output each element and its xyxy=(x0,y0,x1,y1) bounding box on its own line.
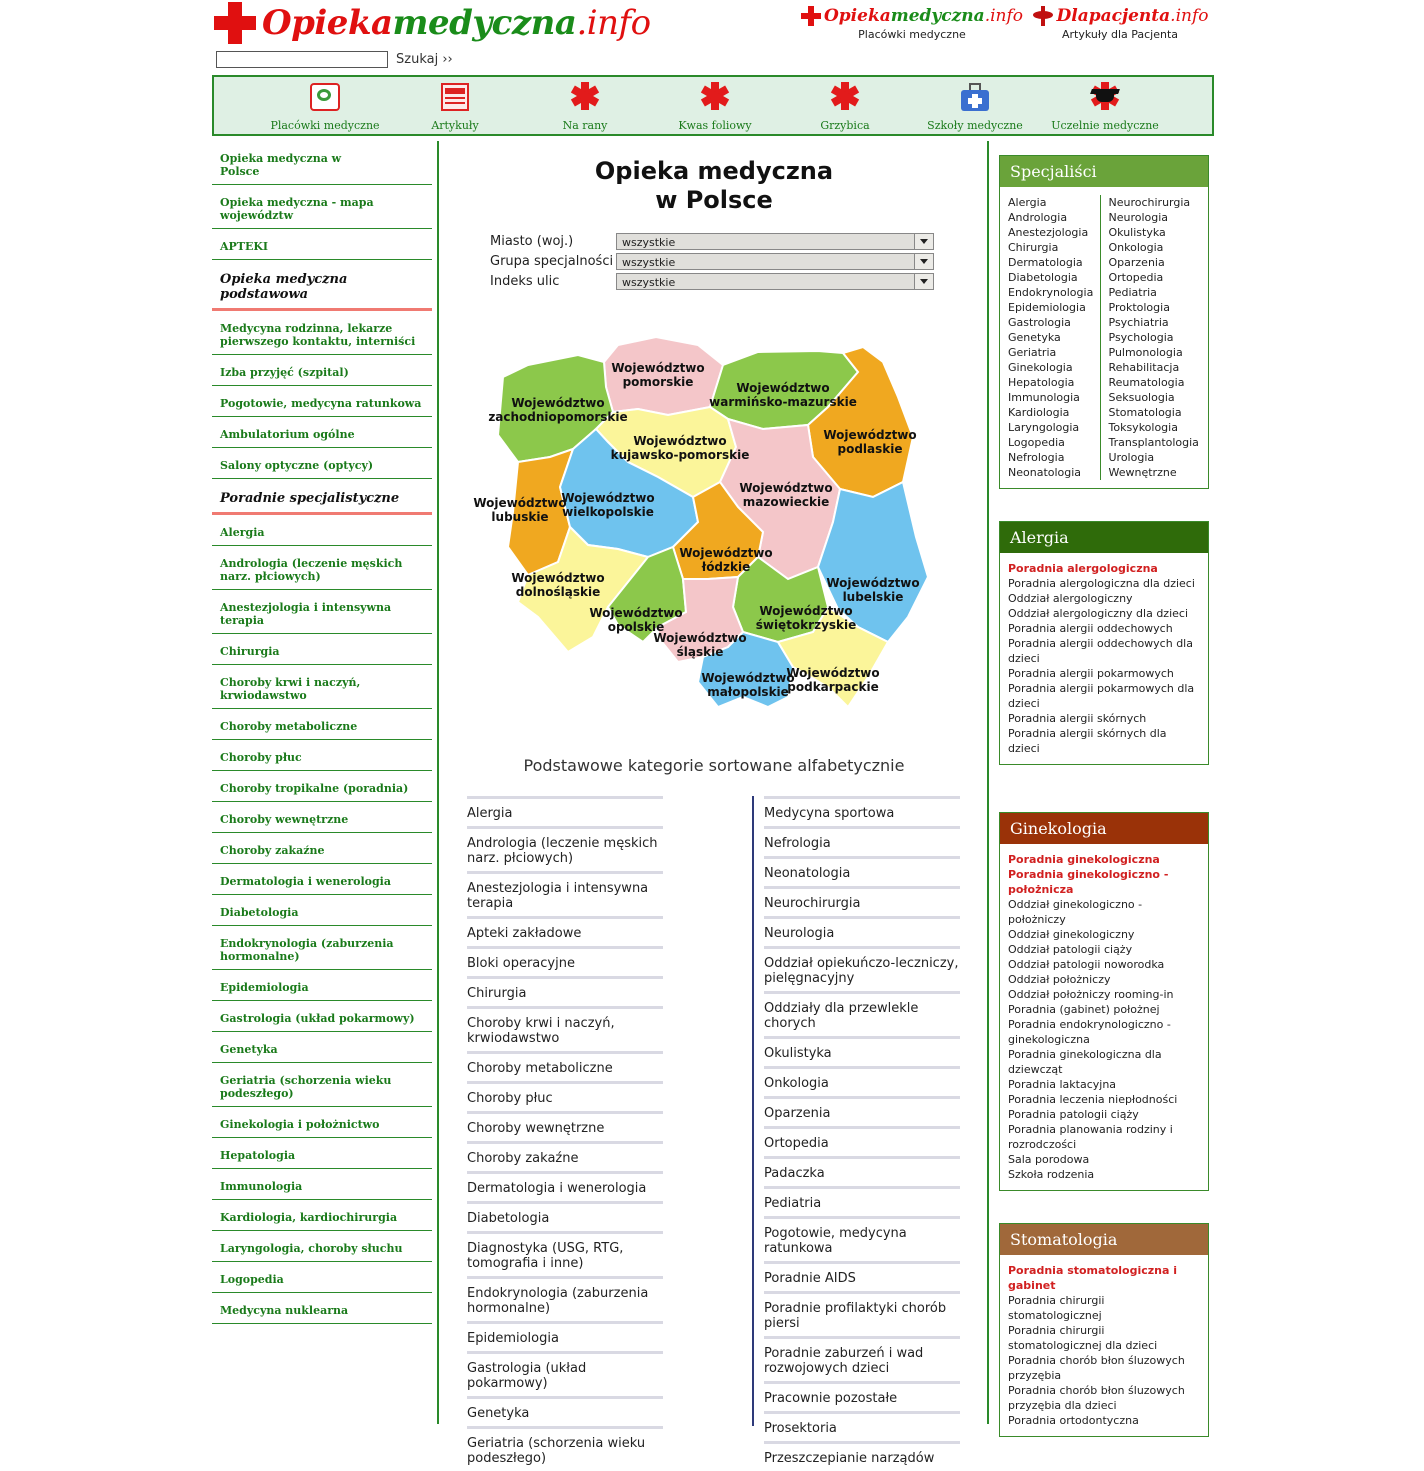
category-link[interactable]: Choroby płuc xyxy=(467,1081,663,1111)
box-specjalisci xyxy=(999,155,1209,489)
categories-title: Podstawowe kategorie sortowane alfabetycznie xyxy=(523,756,905,775)
column-separator xyxy=(752,796,754,1426)
box-header: Ginekologia xyxy=(1000,813,1208,844)
left-menu xyxy=(212,141,432,1324)
map-region-label[interactable]: Województwo xyxy=(511,571,605,585)
category-link[interactable]: Przeszczepianie narządów xyxy=(764,1441,960,1471)
category-link[interactable]: Okulistyka xyxy=(764,1036,960,1066)
box-link[interactable]: Szkoła rodzenia xyxy=(1008,1168,1095,1181)
specialist-link[interactable]: Epidemiologia xyxy=(1008,301,1086,314)
nav-grzybica[interactable]: Grzybica xyxy=(785,81,905,132)
category-link[interactable]: Prosektoria xyxy=(764,1411,960,1441)
box-link[interactable]: Poradnia alergologiczna dla dzieci xyxy=(1008,577,1195,590)
nav-szkoly-medyczne[interactable]: Szkoły medyczne xyxy=(915,81,1035,132)
graduation-cap-icon xyxy=(1088,81,1122,113)
box-link[interactable]: Poradnia ginekologiczna dla dziewcząt xyxy=(1008,1048,1162,1076)
map-region-label[interactable]: śląskie xyxy=(676,645,724,659)
nav-kwas-foliowy[interactable]: Kwas foliowy xyxy=(655,81,775,132)
map-region-label[interactable]: podlaskie xyxy=(837,442,903,456)
specialist-link[interactable]: Okulistyka xyxy=(1108,226,1166,239)
top-link-subtitle: Placówki medyczne xyxy=(858,28,966,41)
specialist-link[interactable]: Psychologia xyxy=(1108,331,1174,344)
left-menu-item[interactable]: Laryngologia, choroby słuchu xyxy=(212,1231,432,1262)
specialist-link[interactable]: Pediatria xyxy=(1108,286,1157,299)
specialist-link[interactable]: Immunologia xyxy=(1008,391,1080,404)
box-link[interactable]: Oddział alergologiczny dla dzieci xyxy=(1008,607,1189,620)
top-link-subtitle: Artykuły dla Pacjenta xyxy=(1061,28,1179,41)
box-link-highlight[interactable]: Poradnia stomatologiczna i gabinet xyxy=(1008,1264,1178,1292)
left-menu-item[interactable]: Izba przyjęć (szpital) xyxy=(212,355,432,386)
left-menu-item[interactable]: Ambulatorium ogólne xyxy=(212,417,432,448)
category-link[interactable]: Choroby metaboliczne xyxy=(467,1051,663,1081)
specialist-link[interactable]: Toksykologia xyxy=(1108,421,1178,434)
left-menu-item[interactable]: Anestezjologia i intensywna terapia xyxy=(212,590,432,634)
filter-label-miasto: Miasto (woj.) xyxy=(490,234,574,249)
news-icon xyxy=(438,81,472,113)
left-menu-item[interactable]: Hepatologia xyxy=(212,1138,432,1169)
specialist-link[interactable]: Neurochirurgia xyxy=(1108,196,1191,209)
left-menu-item[interactable]: Dermatologia i wenerologia xyxy=(212,864,432,895)
left-menu-item[interactable]: Opieka medyczna - mapa województw xyxy=(212,185,432,229)
specialist-link[interactable]: Onkologia xyxy=(1108,241,1164,254)
box-link-highlight[interactable]: Poradnia ginekologiczno - położnicza xyxy=(1008,868,1169,896)
left-menu-item[interactable]: Choroby zakaźne xyxy=(212,833,432,864)
box-link[interactable]: Poradnia ortodontyczna xyxy=(1008,1414,1139,1427)
map-region-label[interactable]: Województwo xyxy=(786,666,880,680)
top-link-dlapacjenta[interactable]: Dlapacjenta .info Artykuły dla Pacjenta xyxy=(1028,6,1212,41)
box-link[interactable]: Poradnia leczenia niepłodności xyxy=(1008,1093,1178,1106)
category-link[interactable]: Neurochirurgia xyxy=(764,886,960,916)
box-link-highlight[interactable]: Poradnia alergologiczna xyxy=(1008,562,1158,575)
category-link[interactable]: Poradnie AIDS xyxy=(764,1261,960,1291)
column-divider xyxy=(437,141,439,1424)
category-link[interactable]: Alergia xyxy=(467,796,663,826)
box-link[interactable]: Poradnia alergii oddechowych xyxy=(1008,622,1173,635)
specialist-link[interactable]: Diabetologia xyxy=(1008,271,1078,284)
category-link[interactable]: Choroby wewnętrzne xyxy=(467,1111,663,1141)
map-region-label[interactable]: Województwo xyxy=(679,546,773,560)
specialist-link[interactable]: Neurologia xyxy=(1108,211,1169,224)
box-link[interactable]: Oddział alergologiczny xyxy=(1008,592,1133,605)
map-region-label[interactable]: Województwo xyxy=(736,381,830,395)
left-menu-item[interactable]: Choroby krwi i naczyń, krwiodawstwo xyxy=(212,665,432,709)
map-region-label[interactable]: wielkopolskie xyxy=(562,505,654,519)
map-region-label[interactable]: pomorskie xyxy=(622,375,694,389)
map-region-label[interactable]: lubuskie xyxy=(491,510,549,524)
left-menu-item[interactable]: Choroby metaboliczne xyxy=(212,709,432,740)
map-region-label[interactable]: warmińsko-mazurskie xyxy=(709,395,857,409)
category-link[interactable]: Diabetologia xyxy=(467,1201,663,1231)
main-content xyxy=(444,141,984,1466)
specialist-link[interactable]: Transplantologia xyxy=(1108,436,1199,449)
category-link[interactable]: Gastrologia (układ pokarmowy) xyxy=(467,1351,663,1396)
left-menu-item[interactable]: Choroby płuc xyxy=(212,740,432,771)
main-nav xyxy=(212,75,1214,136)
left-menu-item[interactable]: Genetyka xyxy=(212,1032,432,1063)
box-header: Alergia xyxy=(1000,522,1208,553)
map-region-label[interactable]: świętokrzyskie xyxy=(755,618,857,632)
category-link[interactable]: Dermatologia i wenerologia xyxy=(467,1171,663,1201)
category-link[interactable]: Epidemiologia xyxy=(467,1321,663,1351)
box-link[interactable]: Oddział położniczy rooming-in xyxy=(1008,988,1174,1001)
box-link[interactable]: Sala porodowa xyxy=(1008,1153,1090,1166)
category-link[interactable]: Choroby krwi i naczyń, krwiodawstwo xyxy=(467,1006,663,1051)
specialist-link[interactable]: Andrologia xyxy=(1008,211,1068,224)
map-region-label[interactable]: Województwo xyxy=(511,396,605,410)
specialist-link[interactable]: Urologia xyxy=(1108,451,1155,464)
specialist-link[interactable]: Kardiologia xyxy=(1008,406,1070,419)
box-link[interactable]: Oddział patologii ciąży xyxy=(1008,943,1133,956)
left-menu-item[interactable]: Ginekologia i położnictwo xyxy=(212,1107,432,1138)
left-menu-item[interactable]: Endokrynologia (zaburzenia hormonalne) xyxy=(212,926,432,970)
box-stomatologia xyxy=(999,1223,1209,1437)
specialist-link[interactable]: Laryngologia xyxy=(1008,421,1080,434)
box-link[interactable]: Poradnia patologii ciąży xyxy=(1008,1108,1139,1121)
category-link[interactable]: Bloki operacyjne xyxy=(467,946,663,976)
box-link[interactable]: Oddział ginekologiczno - położniczy xyxy=(1008,898,1143,926)
map-region-label[interactable]: Województwo xyxy=(633,434,727,448)
category-link[interactable]: Neurologia xyxy=(764,916,960,946)
search-bar xyxy=(216,51,453,68)
map-region-label[interactable]: dolnośląskie xyxy=(515,585,601,599)
map-region-label[interactable]: Województwo xyxy=(826,576,920,590)
box-alergia xyxy=(999,521,1209,765)
search-button[interactable]: Szukaj ›› xyxy=(396,52,453,67)
category-link[interactable]: Poradnie profilaktyki chorób piersi xyxy=(764,1291,960,1336)
specialist-link[interactable]: Gastrologia xyxy=(1008,316,1071,329)
site-logo[interactable] xyxy=(214,2,651,44)
specialist-link[interactable]: Logopedia xyxy=(1008,436,1065,449)
filter-label-grupa: Grupa specjalności xyxy=(490,254,614,269)
box-link[interactable]: Poradnia alergii skórnych xyxy=(1008,712,1147,725)
specialist-link[interactable]: Alergia xyxy=(1008,196,1047,209)
chevron-down-icon xyxy=(914,254,933,269)
category-link[interactable]: Anestezjologia i intensywna terapia xyxy=(467,871,663,916)
category-link[interactable]: Neonatologia xyxy=(764,856,960,886)
category-link[interactable]: Oddziały dla przewlekle chorych xyxy=(764,991,960,1036)
left-menu-item[interactable]: Opieka medyczna w Polsce xyxy=(212,141,432,185)
map-region-label[interactable]: łódzkie xyxy=(701,560,751,574)
box-header: Specjaliści xyxy=(1000,156,1208,187)
map-region-label[interactable]: lubelskie xyxy=(842,590,904,604)
left-menu-item[interactable]: Geriatria (schorzenia wieku podeszłego) xyxy=(212,1063,432,1107)
box-link-highlight[interactable]: Poradnia ginekologiczna xyxy=(1008,853,1160,866)
map-region-label[interactable]: mazowieckie xyxy=(742,495,830,509)
box-link[interactable]: Poradnia (gabinet) położnej xyxy=(1008,1003,1160,1016)
category-link[interactable]: Genetyka xyxy=(467,1396,663,1426)
specialist-link[interactable]: Psychiatria xyxy=(1108,316,1169,329)
category-link[interactable]: Medycyna sportowa xyxy=(764,796,960,826)
specialist-link[interactable]: Ginekologia xyxy=(1008,361,1073,374)
specialist-link[interactable]: Anestezjologia xyxy=(1008,226,1089,239)
box-link[interactable]: Oddział położniczy xyxy=(1008,973,1111,986)
category-link[interactable]: Pracownie pozostałe xyxy=(764,1381,960,1411)
star-of-life-icon xyxy=(698,81,732,113)
filter-label-ulice: Indeks ulic xyxy=(490,274,560,289)
left-menu-item[interactable]: Pogotowie, medycyna ratunkowa xyxy=(212,386,432,417)
map-region-label[interactable]: Województwo xyxy=(759,604,853,618)
specialist-link[interactable]: Geriatria xyxy=(1008,346,1057,359)
specialist-link[interactable]: Endokrynologia xyxy=(1008,286,1094,299)
red-cross-icon xyxy=(801,6,821,26)
map-region-label[interactable]: opolskie xyxy=(607,620,665,634)
category-link[interactable]: Poradnie zaburzeń i wad rozwojowych dzieci xyxy=(764,1336,960,1381)
left-menu-item[interactable]: APTEKI xyxy=(212,229,432,260)
box-link[interactable]: Oddział ginekologiczny xyxy=(1008,928,1135,941)
box-link[interactable]: Poradnia endokrynologiczno - ginekologiczna xyxy=(1008,1018,1171,1046)
specialist-link[interactable]: Dermatologia xyxy=(1008,256,1083,269)
left-menu-item[interactable]: Andrologia (leczenie męskich narz. płciowych) xyxy=(212,546,432,590)
category-link[interactable]: Chirurgia xyxy=(467,976,663,1006)
medical-bag-icon xyxy=(958,81,992,113)
category-link[interactable]: Apteki zakładowe xyxy=(467,916,663,946)
map-region-label[interactable]: Województwo xyxy=(739,481,833,495)
left-menu-section-title: Opieka medyczna podstawowa xyxy=(212,260,432,311)
box-header: Stomatologia xyxy=(1000,1224,1208,1255)
map-region-label[interactable]: Województwo xyxy=(701,671,795,685)
chevron-down-icon xyxy=(914,274,933,289)
red-cross-icon xyxy=(214,2,256,44)
category-column-1 xyxy=(467,796,663,1471)
left-menu-item[interactable]: Epidemiologia xyxy=(212,970,432,1001)
box-link[interactable]: Oddział patologii noworodka xyxy=(1008,958,1165,971)
star-of-life-icon xyxy=(828,81,862,113)
category-link[interactable]: Ortopedia xyxy=(764,1126,960,1156)
left-menu-item[interactable]: Gastrologia (układ pokarmowy) xyxy=(212,1001,432,1032)
box-link[interactable]: Poradnia chorób błon śluzowych przyzębia dla dzieci xyxy=(1008,1384,1185,1412)
specialist-link[interactable]: Proktologia xyxy=(1108,301,1170,314)
map-region-label[interactable]: Województwo xyxy=(589,606,683,620)
map-region-label[interactable]: Województwo xyxy=(823,428,917,442)
box-link[interactable]: Poradnia alergii pokarmowych xyxy=(1008,667,1174,680)
left-menu-item[interactable]: Medycyna nuklearna xyxy=(212,1293,432,1324)
box-link[interactable]: Poradnia planowania rodziny i rozrodczości xyxy=(1008,1123,1173,1151)
category-column-2 xyxy=(764,796,960,1471)
map-region-label[interactable]: Województwo xyxy=(611,361,705,375)
left-menu-item[interactable]: Kardiologia, kardiochirurgia xyxy=(212,1200,432,1231)
left-menu-item[interactable]: Choroby tropikalne (poradnia) xyxy=(212,771,432,802)
page-title: Opieka medyczna w Polsce xyxy=(594,157,834,214)
map-region-label[interactable]: podkarpackie xyxy=(787,680,879,694)
logo-text: Opiekamedyczna.info xyxy=(262,3,651,43)
map-region-label[interactable]: Województwo xyxy=(473,496,567,510)
box-link[interactable]: Poradnia chirurgii stomatologicznej xyxy=(1008,1294,1105,1322)
left-menu-item[interactable]: Medycyna rodzinna, lekarze pierwszego kontaktu, interniści xyxy=(212,311,432,355)
left-menu-item[interactable]: Diabetologia xyxy=(212,895,432,926)
nav-artykuly[interactable]: Artykuły xyxy=(395,81,515,132)
category-link[interactable]: Onkologia xyxy=(764,1066,960,1096)
specialist-link[interactable]: Chirurgia xyxy=(1008,241,1059,254)
specialist-link[interactable]: Stomatologia xyxy=(1108,406,1182,419)
category-link[interactable]: Choroby zakaźne xyxy=(467,1141,663,1171)
specialist-link[interactable]: Neonatologia xyxy=(1008,466,1082,479)
left-menu-item[interactable]: Logopedia xyxy=(212,1262,432,1293)
category-link[interactable]: Oddział opiekuńczo-leczniczy, pielęgnacyjny xyxy=(764,946,960,991)
category-link[interactable]: Endokrynologia (zaburzenia hormonalne) xyxy=(467,1276,663,1321)
category-link[interactable]: Nefrologia xyxy=(764,826,960,856)
specialist-link[interactable]: Pulmonologia xyxy=(1108,346,1183,359)
left-menu-item[interactable]: Salony optyczne (optycy) xyxy=(212,448,432,479)
nav-placowki-medyczne[interactable]: Placówki medyczne xyxy=(265,81,385,132)
category-link[interactable]: Pogotowie, medycyna ratunkowa xyxy=(764,1216,960,1261)
search-input[interactable] xyxy=(216,51,388,68)
specialist-link[interactable]: Seksuologia xyxy=(1108,391,1175,404)
nav-uczelnie-medyczne[interactable]: Uczelnie medyczne xyxy=(1045,81,1165,132)
box-link[interactable]: Poradnia chorób błon śluzowych przyzębia xyxy=(1008,1354,1185,1382)
map-region-label[interactable]: Województwo xyxy=(561,491,655,505)
specialist-link[interactable]: Reumatologia xyxy=(1108,376,1185,389)
category-link[interactable]: Andrologia (leczenie męskich narz. płciowych) xyxy=(467,826,663,871)
map-region-label[interactable]: kujawsko-pomorskie xyxy=(610,448,750,462)
box-link[interactable]: Poradnia chirurgii stomatologicznej dla dzieci xyxy=(1008,1324,1158,1352)
top-link-opiekamedyczna[interactable]: Opieka medyczna .info Placówki medyczne xyxy=(800,6,1024,41)
specialist-link[interactable]: Genetyka xyxy=(1008,331,1061,344)
specialist-link[interactable]: Oparzenia xyxy=(1108,256,1165,269)
poland-map xyxy=(473,317,938,737)
specialist-link[interactable]: Hepatologia xyxy=(1008,376,1075,389)
specialist-link[interactable]: Nefrologia xyxy=(1008,451,1065,464)
specialist-link[interactable]: Ortopedia xyxy=(1108,271,1164,284)
caduceus-icon xyxy=(1032,6,1054,26)
category-link[interactable]: Geriatria (schorzenia wieku podeszłego) xyxy=(467,1426,663,1471)
specialist-link[interactable]: Wewnętrzne xyxy=(1108,466,1177,479)
left-menu-item[interactable]: Alergia xyxy=(212,515,432,546)
specialist-link[interactable]: Rehabilitacja xyxy=(1108,361,1180,374)
nav-na-rany[interactable]: Na rany xyxy=(525,81,645,132)
filter-select-miasto[interactable]: wszystkie xyxy=(616,233,934,250)
left-menu-item[interactable]: Choroby wewnętrzne xyxy=(212,802,432,833)
map-region-label[interactable]: Województwo xyxy=(653,631,747,645)
map-region-label[interactable]: małopolskie xyxy=(707,685,789,699)
column-divider xyxy=(987,141,989,1424)
left-menu-item[interactable]: Immunologia xyxy=(212,1169,432,1200)
category-link[interactable]: Oparzenia xyxy=(764,1096,960,1126)
box-link[interactable]: Poradnia alergii skórnych dla dzieci xyxy=(1008,727,1167,755)
box-ginekologia xyxy=(999,812,1209,1191)
star-of-life-icon xyxy=(568,81,602,113)
box-link[interactable]: Poradnia alergii oddechowych dla dzieci xyxy=(1008,637,1193,665)
filter-select-ulice[interactable]: wszystkie xyxy=(616,273,934,290)
box-link[interactable]: Poradnia laktacyjna xyxy=(1008,1078,1117,1091)
left-menu-item[interactable]: Chirurgia xyxy=(212,634,432,665)
map-region-label[interactable]: zachodniopomorskie xyxy=(488,410,628,424)
category-link[interactable]: Padaczka xyxy=(764,1156,960,1186)
left-menu-section-title: Poradnie specjalistyczne xyxy=(212,479,432,515)
box-link[interactable]: Poradnia alergii pokarmowych dla dzieci xyxy=(1008,682,1195,710)
category-link[interactable]: Pediatria xyxy=(764,1186,960,1216)
chevron-down-icon xyxy=(914,234,933,249)
category-link[interactable]: Diagnostyka (USG, RTG, tomografia i inne) xyxy=(467,1231,663,1276)
filter-select-grupa[interactable]: wszystkie xyxy=(616,253,934,270)
stethoscope-icon xyxy=(308,81,342,113)
